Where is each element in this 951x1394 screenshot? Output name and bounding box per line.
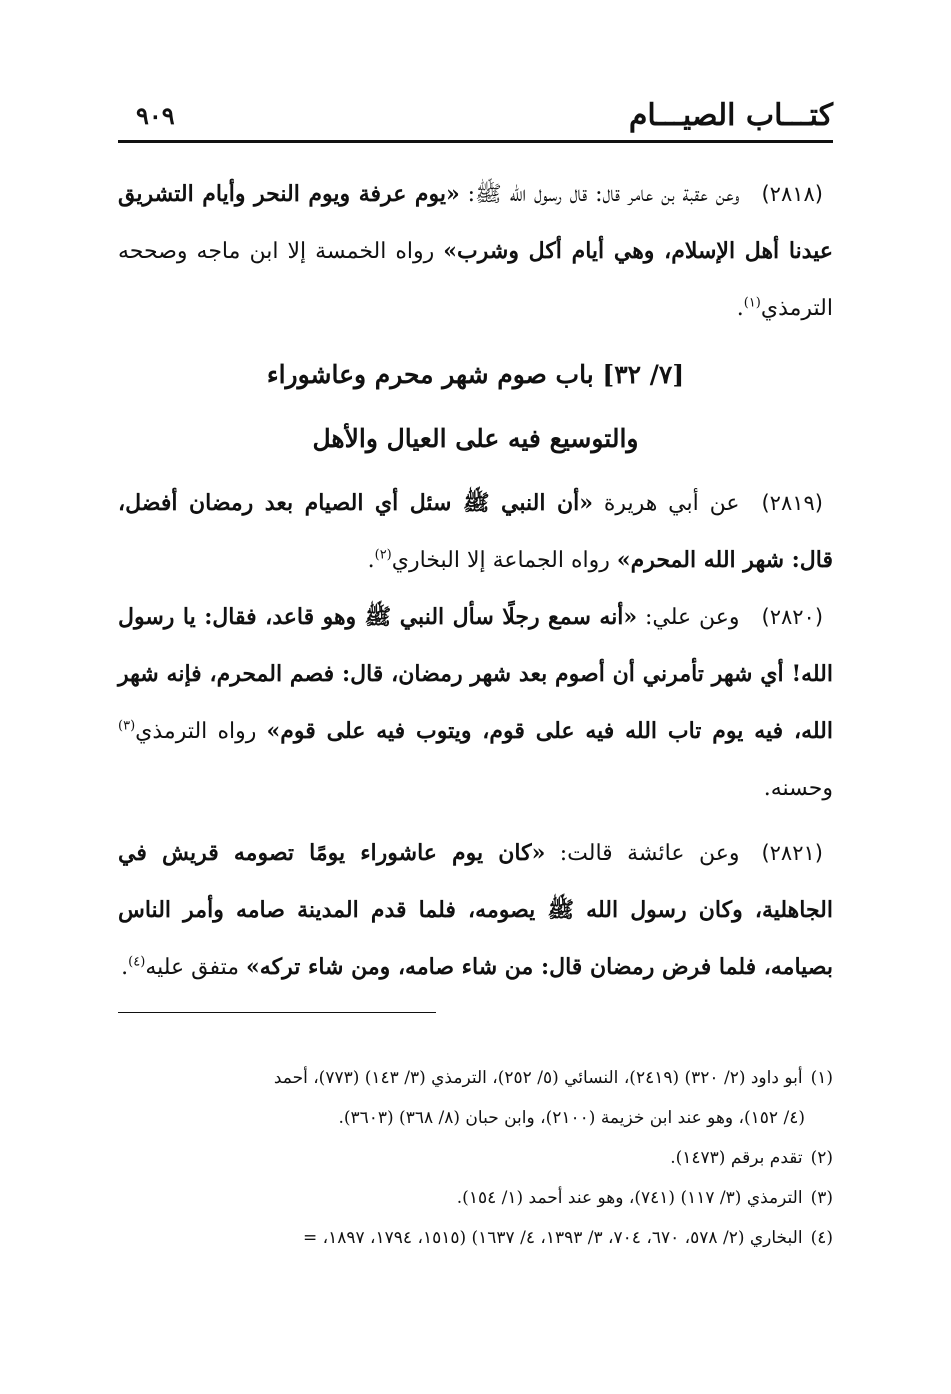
hadith-source: رواه الجماعة إلا البخاري [391, 548, 617, 573]
footnote [118, 1218, 833, 1258]
footnote [118, 1058, 833, 1138]
footnote-text: الترمذي (٣/ ١١٧) (٧٤١)، وهو عند أحمد (١/ ١٥٤). [456, 1188, 803, 1208]
hadith-paragraph [118, 166, 833, 337]
footnote-label: (٤) [810, 1228, 833, 1248]
chapter-heading [118, 343, 833, 471]
hadith-number: (٢٨١٨) [761, 182, 823, 206]
footnote-label: (٢) [810, 1148, 833, 1168]
footnote-reference[interactable]: (١) [743, 295, 761, 311]
hadith-end: وحسنه. [763, 776, 833, 801]
hadith-quote: «يوم عرفة ويوم النحر وأيام التشريق عيدنا أهل الإسلام، وهي أيام أكل وشرب» [118, 181, 833, 264]
header-rule [118, 140, 833, 143]
hadith-number: (٢٨٢٠) [761, 605, 824, 629]
page-number: ٩٠٩ [136, 101, 175, 130]
hadith-quote: «أن النبي ﷺ سئل أي الصيام بعد رمضان أفضل، قال: شهر الله المحرم» [118, 490, 833, 573]
hadith-number: (٢٨١٩) [761, 491, 823, 515]
hadith-paragraph [118, 475, 833, 589]
hadith-number: (٢٨٢١) [761, 841, 823, 865]
footnote [118, 1178, 833, 1218]
main-text [118, 166, 833, 996]
hadith-paragraph [118, 589, 833, 817]
hadith-end: . [121, 955, 129, 980]
footnote-reference[interactable]: (٤) [128, 954, 146, 970]
hadith-quote: «كان يوم عاشوراء يومًا تصومه قريش في الجاهلية، وكان رسول الله ﷺ يصومه، فلما قدم المدينة صامه وأمر الناس بصيامه، فلما فرض رمضان قال: من شاء صامه، ومن شاء تركه» [118, 840, 833, 980]
hadith-intro: وعن عقبة بن عامر قال: قال رسول الله ﷺ: [459, 182, 740, 207]
hadith-end: . [367, 548, 375, 573]
footnote-reference[interactable]: (٣) [118, 718, 136, 734]
chapter-heading-line-1: [٧/ ٣٢] باب صوم شهر محرم وعاشوراء [266, 360, 685, 389]
footnote-separator [118, 1012, 436, 1013]
hadith-intro: وعن عائشة قالت: [545, 841, 740, 866]
footnote [118, 1138, 833, 1178]
hadith-end: . [736, 296, 744, 321]
footnote-reference[interactable]: (٢) [374, 547, 392, 563]
hadith-paragraph [118, 825, 833, 996]
page-header [118, 96, 833, 140]
book-page [118, 0, 833, 1394]
hadith-source: رواه الترمذي [135, 719, 267, 744]
book-title: كتـــاب الصيـــام [628, 98, 833, 133]
hadith-intro: عن أبي هريرة [593, 491, 740, 516]
paragraph-gap [118, 817, 833, 825]
footnote-text: البخاري (٢/ ٥٧٨، ٦٧٠، ٧٠٤، ٣/ ١٣٩٣، ٤/ ١٦٣٧) (١٥١٥، ١٧٩٤، ١٨٩٧، = [302, 1228, 803, 1248]
hadith-intro: وعن علي: [637, 605, 740, 630]
hadith-source: متفق عليه [145, 955, 247, 980]
hadith-quote: «أنه سمع رجلًا سأل النبي ﷺ وهو قاعد، فقال: يا رسول الله! أي شهر تأمرني أن أصوم بعد شهر رمضان، قال: فصم المحرم، فإنه شهر الله، فيه يوم تاب الله فيه على قوم، ويتوب فيه على قوم» [118, 604, 833, 744]
footnote-text: أبو داود (٢/ ٣٢٠) (٢٤١٩)، النسائي (٥/ ٢٥٢)، الترمذي (٣/ ١٤٣) (٧٧٣)، أحمد [273, 1068, 803, 1088]
footnote-text: تقدم برقم (١٤٧٣). [670, 1148, 803, 1168]
footnotes [118, 1058, 833, 1258]
hadith-source: رواه الخمسة إلا ابن ماجه وصححه الترمذي [118, 239, 833, 321]
footnote-label: (٣) [810, 1188, 833, 1208]
chapter-heading-line-2: والتوسيع فيه على العيال والأهل [312, 424, 639, 453]
footnote-continuation: (٤/ ١٥٢)، وهو عند ابن خزيمة (٢١٠٠)، وابن حبان (٨/ ٣٦٨) (٣٦٠٣). [338, 1108, 805, 1128]
footnote-label: (١) [810, 1068, 833, 1088]
